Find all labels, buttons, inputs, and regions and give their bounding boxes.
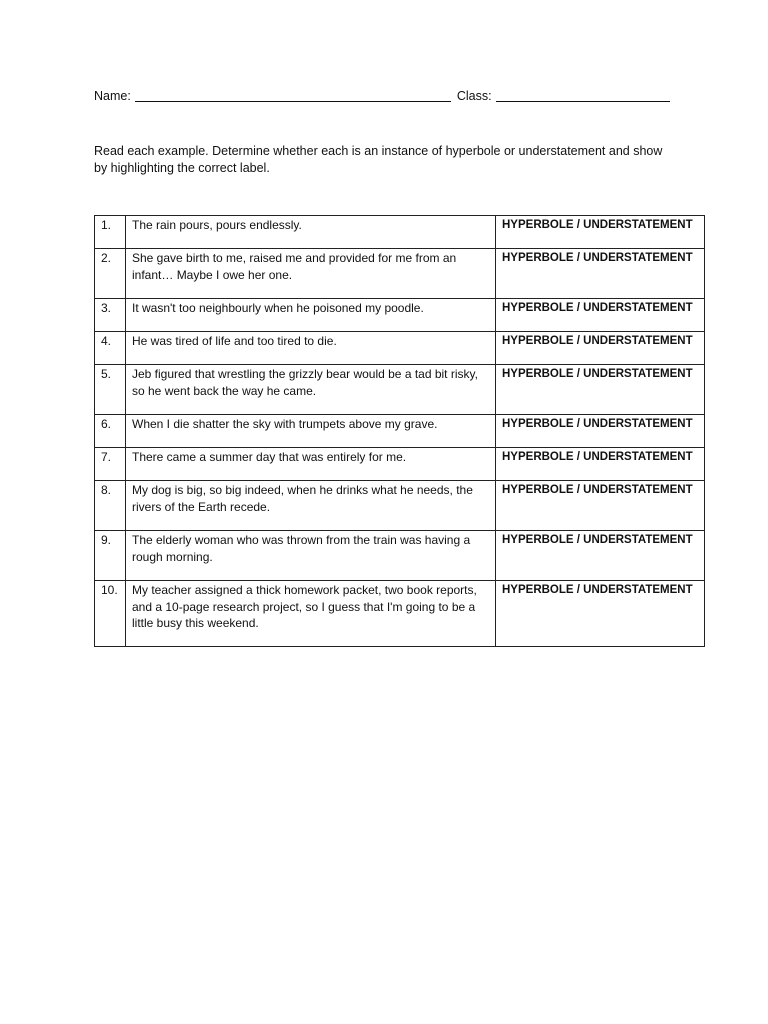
example-text: The elderly woman who was thrown from the train was having a rough morning. [126,531,496,581]
example-text: The rain pours, pours endlessly. [126,216,496,249]
row-number: 7. [95,448,126,481]
example-text: He was tired of life and too tired to die. [126,332,496,365]
name-blank-line[interactable] [135,88,451,102]
table-row [95,531,705,581]
name-label: Name: [94,89,131,103]
example-text: My dog is big, so big indeed, when he drinks what he needs, the rivers of the Earth recede. [126,481,496,531]
example-text: My teacher assigned a thick homework packet, two book reports, and a 10-page research project, so I guess that I'm going to be a little busy this weekend. [126,581,496,647]
example-text: When I die shatter the sky with trumpets above my grave. [126,415,496,448]
row-number: 5. [95,365,126,415]
table-row [95,481,705,531]
instructions-text: Read each example. Determine whether each is an instance of hyperbole or understatement and show by highlighting the correct label. [94,144,663,175]
table-row [95,415,705,448]
row-number: 4. [95,332,126,365]
answer-label[interactable]: HYPERBOLE / UNDERSTATEMENT [496,531,705,581]
table-row [95,365,705,415]
answer-label[interactable]: HYPERBOLE / UNDERSTATEMENT [496,249,705,299]
example-text: It wasn't too neighbourly when he poisoned my poodle. [126,299,496,332]
row-number: 9. [95,531,126,581]
name-class-header [94,88,670,103]
exercise-table [94,215,705,647]
row-number: 3. [95,299,126,332]
table-row [95,448,705,481]
answer-label[interactable]: HYPERBOLE / UNDERSTATEMENT [496,415,705,448]
row-number: 2. [95,249,126,299]
answer-label[interactable]: HYPERBOLE / UNDERSTATEMENT [496,299,705,332]
table-row [95,299,705,332]
example-text: Jeb figured that wrestling the grizzly bear would be a tad bit risky, so he went back the way he came. [126,365,496,415]
answer-label[interactable]: HYPERBOLE / UNDERSTATEMENT [496,216,705,249]
table-row [95,332,705,365]
row-number: 8. [95,481,126,531]
class-blank-line[interactable] [496,88,670,102]
answer-label[interactable]: HYPERBOLE / UNDERSTATEMENT [496,581,705,647]
row-number: 1. [95,216,126,249]
answer-label[interactable]: HYPERBOLE / UNDERSTATEMENT [496,365,705,415]
answer-label[interactable]: HYPERBOLE / UNDERSTATEMENT [496,332,705,365]
class-label: Class: [456,89,492,103]
answer-label[interactable]: HYPERBOLE / UNDERSTATEMENT [496,448,705,481]
row-number: 10. [95,581,126,647]
row-number: 6. [95,415,126,448]
table-row [95,249,705,299]
table-row [95,581,705,647]
example-text: There came a summer day that was entirely for me. [126,448,496,481]
table-row [95,216,705,249]
answer-label[interactable]: HYPERBOLE / UNDERSTATEMENT [496,481,705,531]
example-text: She gave birth to me, raised me and provided for me from an infant… Maybe I owe her one. [126,249,496,299]
